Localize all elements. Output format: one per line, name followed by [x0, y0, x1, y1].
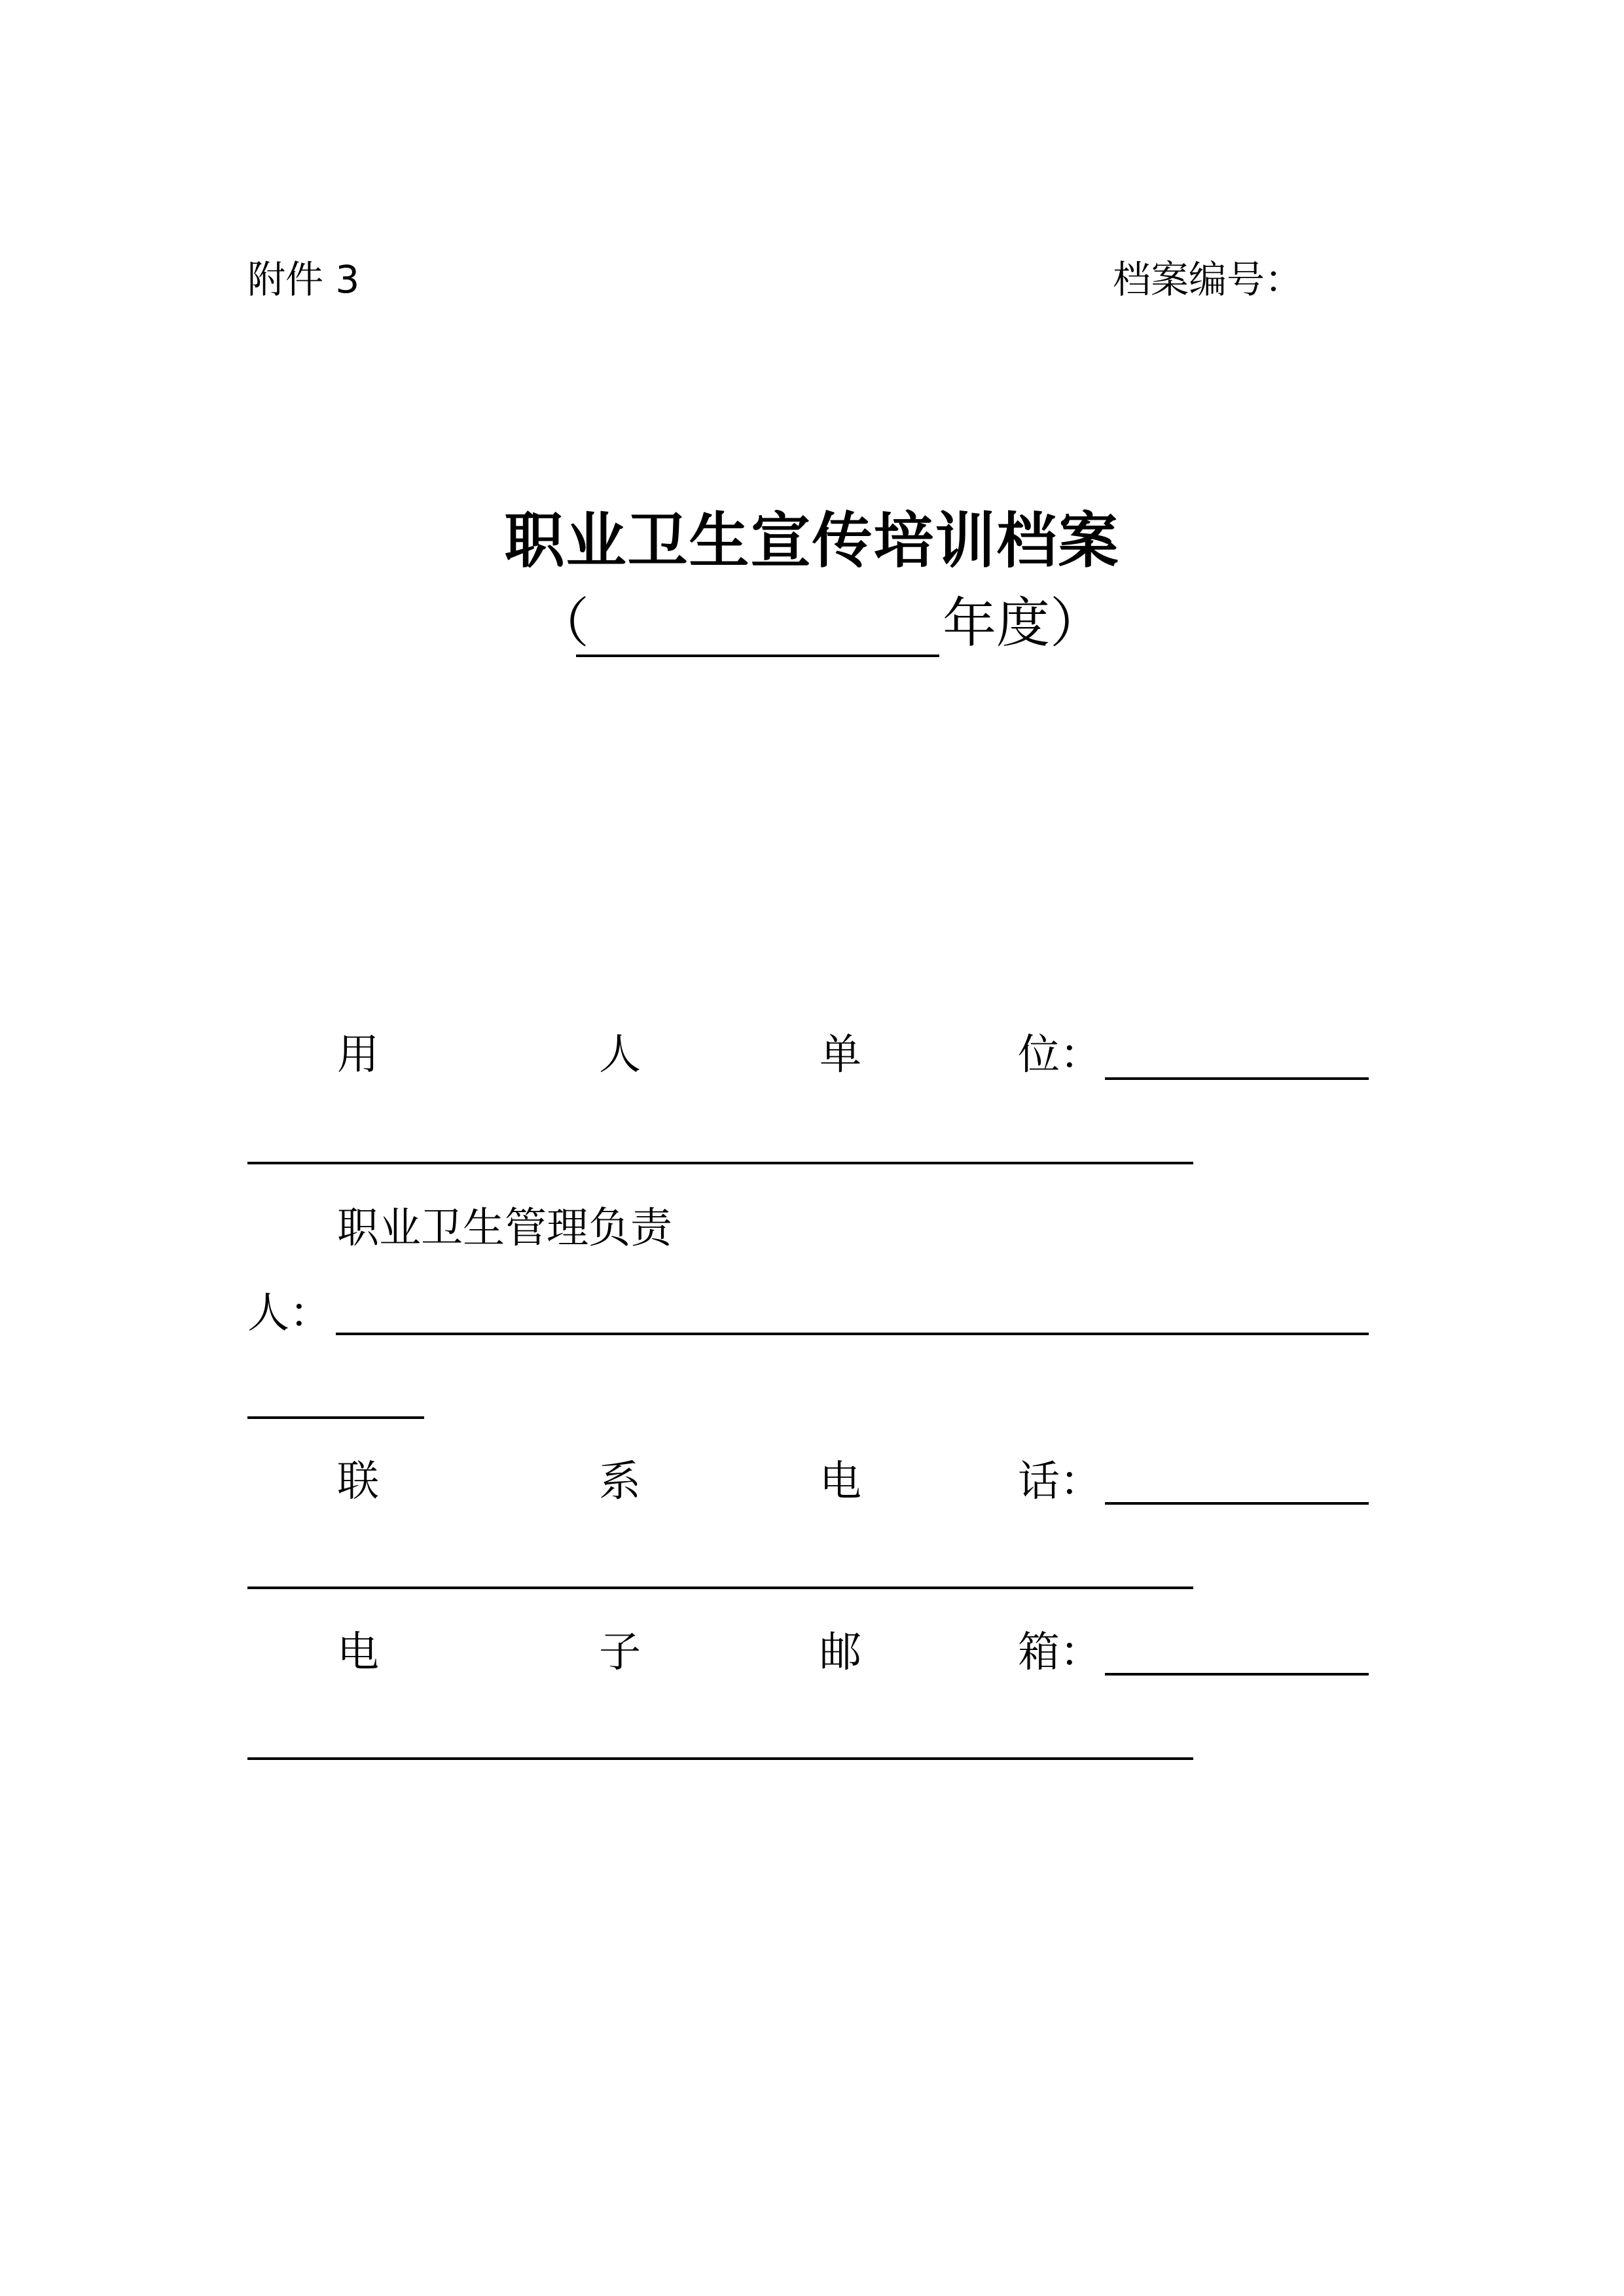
employer-blank-line-2[interactable] — [247, 1162, 1193, 1164]
manager-label-line2: 人： — [247, 1289, 331, 1338]
employer-char-1: 用 — [337, 1031, 379, 1079]
phone-char-3: 电 — [820, 1458, 861, 1506]
employer-char-2: 人 — [599, 1031, 641, 1079]
phone-char-4: 话： — [1018, 1458, 1102, 1506]
employer-char-4: 位： — [1018, 1031, 1102, 1079]
phone-blank-line-1[interactable] — [1105, 1502, 1369, 1505]
archive-number-label: 档案编号： — [1113, 257, 1303, 302]
document-title: 职业卫生宣传培训档案 — [504, 505, 1120, 576]
paren-open: （ — [535, 592, 590, 655]
year-blank-line[interactable] — [576, 655, 939, 657]
attachment-label: 附件 3 — [247, 257, 360, 302]
employer-char-3: 单 — [820, 1031, 861, 1079]
manager-label-line1: 职业卫生管理负责 — [337, 1204, 672, 1253]
email-char-1: 电 — [337, 1628, 379, 1677]
phone-char-2: 系 — [599, 1458, 641, 1506]
phone-blank-line-2[interactable] — [247, 1587, 1193, 1589]
phone-char-1: 联 — [337, 1458, 379, 1506]
email-char-4: 箱： — [1018, 1628, 1102, 1677]
email-char-3: 邮 — [820, 1628, 861, 1677]
year-suffix: 年度） — [943, 592, 1104, 655]
employer-blank-line-1[interactable] — [1105, 1077, 1369, 1080]
email-char-2: 子 — [599, 1628, 641, 1677]
manager-blank-line-1[interactable] — [336, 1333, 1369, 1335]
email-blank-line-1[interactable] — [1105, 1673, 1369, 1676]
manager-blank-line-2[interactable] — [247, 1416, 424, 1419]
email-blank-line-2[interactable] — [247, 1757, 1193, 1760]
